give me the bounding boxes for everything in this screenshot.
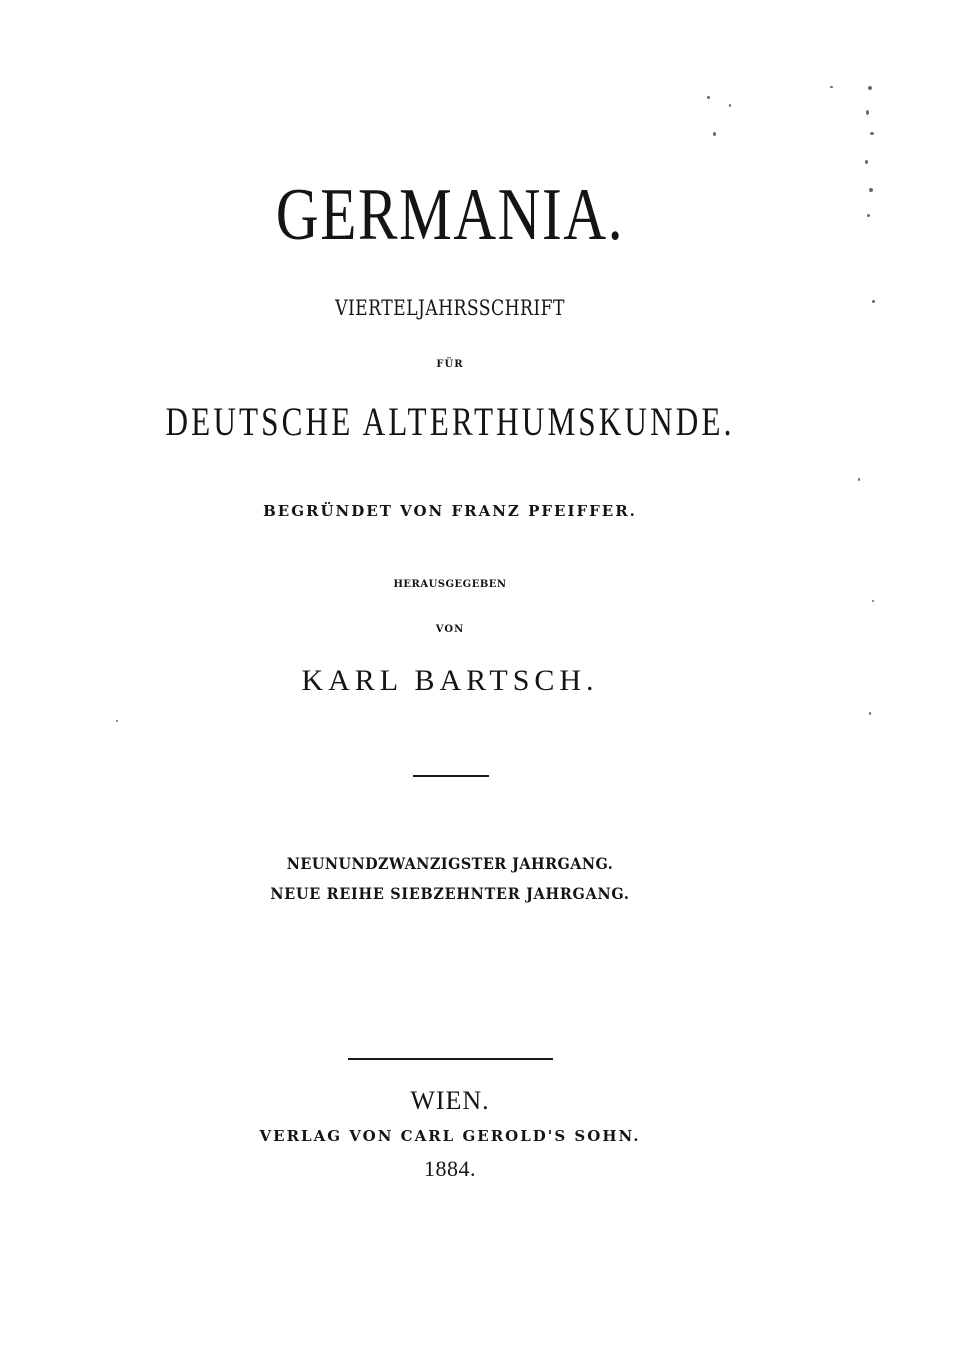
connector-fuer: FÜR xyxy=(436,359,464,370)
scan-speck xyxy=(713,132,716,136)
scan-speck xyxy=(868,86,872,90)
scan-speck xyxy=(870,132,874,135)
scan-speck xyxy=(869,188,873,192)
scan-speck xyxy=(869,712,871,715)
scan-speck xyxy=(872,300,875,303)
editor-von: VON xyxy=(435,624,465,635)
scan-speck xyxy=(858,478,860,481)
editor-intro: HERAUSGEGEBEN xyxy=(393,579,507,590)
publication-place: WIEN. xyxy=(410,1086,490,1115)
series-line: NEUE REIHE SIEBZEHNTER JAHRGANG. xyxy=(270,884,630,903)
scan-speck xyxy=(867,214,870,217)
scan-speck xyxy=(866,110,869,115)
book-subtitle: VIERTELJAHRSSCHRIFT xyxy=(335,296,565,320)
divider-rule xyxy=(348,1058,553,1060)
scan-speck xyxy=(830,86,833,88)
volume-line: NEUNUNDZWANZIGSTER JAHRGANG. xyxy=(286,854,614,873)
book-title: GERMANIA. xyxy=(275,174,625,256)
scan-speck xyxy=(116,720,118,722)
divider-rule xyxy=(413,775,489,777)
publication-year: 1884. xyxy=(424,1156,476,1181)
scan-speck xyxy=(707,96,710,99)
founder-line: BEGRÜNDET VON FRANZ PFEIFFER. xyxy=(263,502,637,520)
scan-speck xyxy=(729,104,731,107)
scan-speck xyxy=(872,600,874,602)
scan-speck xyxy=(865,160,868,164)
editor-name: KARL BARTSCH. xyxy=(301,664,599,697)
publisher-line: VERLAG VON CARL GEROLD'S SOHN. xyxy=(259,1127,641,1145)
book-subject: DEUTSCHE ALTERTHUMSKUNDE. xyxy=(165,399,735,444)
